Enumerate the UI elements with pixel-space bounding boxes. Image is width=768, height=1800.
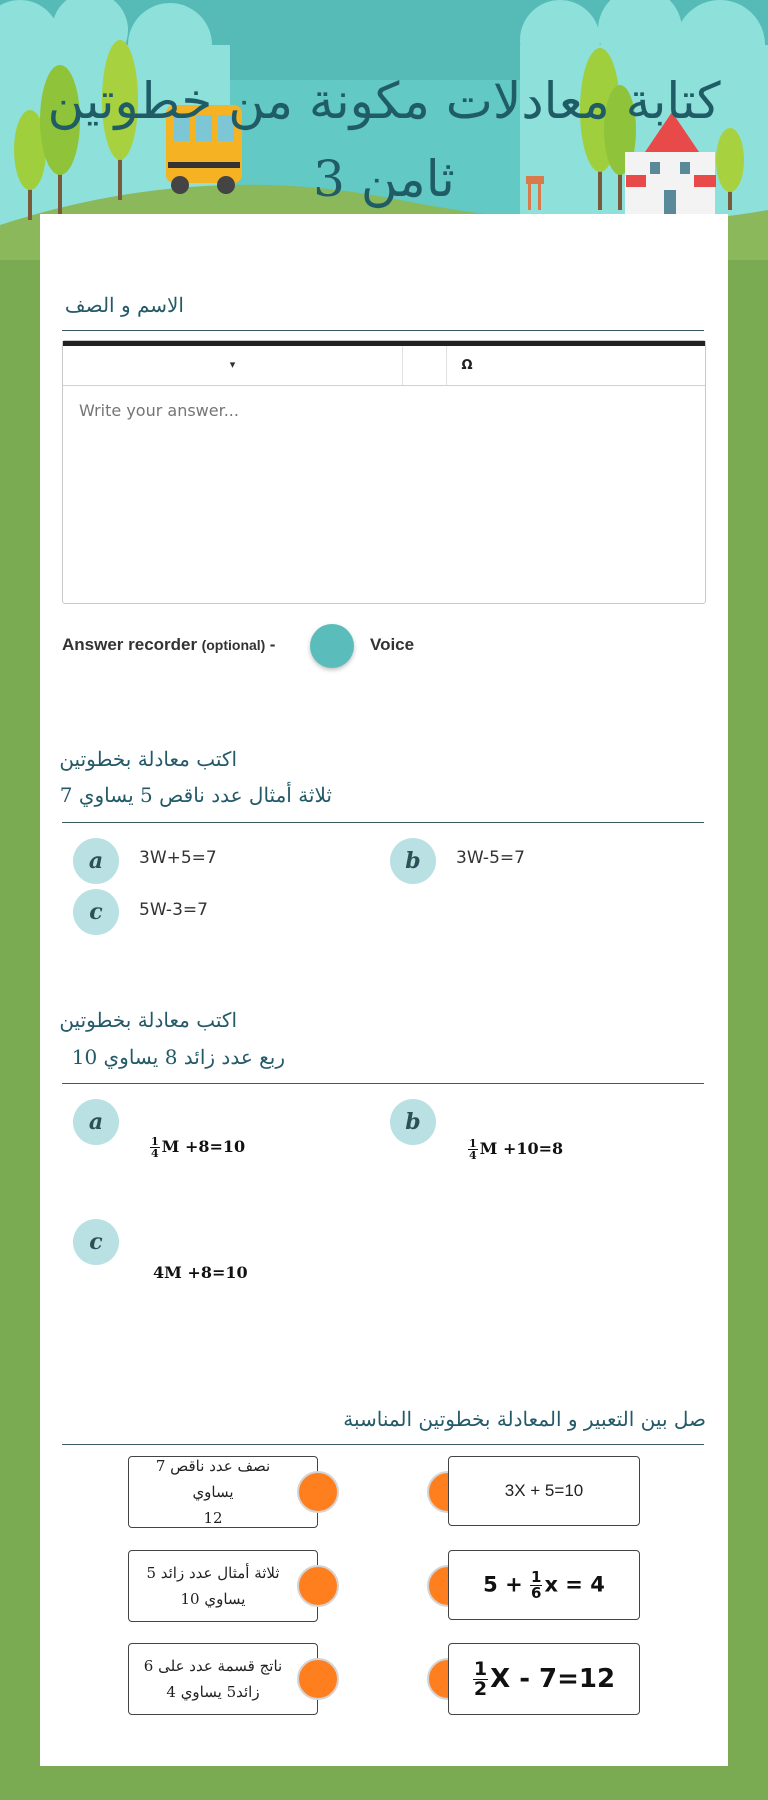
recorder-label: Answer recorder (62, 635, 198, 654)
special-characters-button[interactable] (447, 346, 487, 385)
match-left-item-2[interactable] (128, 1550, 318, 1622)
q1-option-c-button[interactable]: c (73, 889, 119, 935)
answer-input[interactable] (63, 387, 705, 603)
match-left-line: زائد5 يساوي 4 (166, 1683, 260, 1701)
editor-toolbar (63, 346, 705, 386)
toolbar-spacer (403, 346, 447, 385)
match-left-text (134, 1653, 312, 1705)
match-left-line: نصف عدد ناقص 7 يساوي (155, 1457, 271, 1501)
match-left-line: ناتج قسمة عدد على 6 (143, 1657, 283, 1675)
page-title: كتابة معادلات مكونة من خطوتين ثامن 3 (47, 72, 721, 208)
q3-title: صل بين التعبير و المعادلة بخطوتين المناسبة (343, 1407, 706, 1431)
divider (62, 822, 704, 823)
equation-suffix: X - 7=12 (490, 1663, 616, 1694)
q1-title: اكتب معادلة بخطوتين (59, 747, 237, 771)
q2-title: اكتب معادلة بخطوتين (59, 1008, 237, 1032)
recorder-optional: (optional) (201, 637, 266, 653)
fraction-denominator: 6 (531, 1583, 542, 1602)
match-left-item-3[interactable] (128, 1643, 318, 1715)
match-right-item-2[interactable] (448, 1550, 640, 1620)
q1-option-b-button[interactable]: b (390, 838, 436, 884)
q2-subtitle: ربع عدد زائد 8 يساوي 10 (71, 1045, 285, 1069)
equation-prefix: 5 + (483, 1572, 531, 1596)
q1-option-a-button[interactable]: a (73, 838, 119, 884)
fraction (468, 1138, 478, 1161)
match-right-equation (473, 1657, 616, 1700)
fraction-denominator: 2 (473, 1677, 488, 1700)
q1-option-a-text: 3W+5=7 (139, 848, 217, 868)
divider (62, 1083, 704, 1084)
match-right-equation (483, 1567, 605, 1602)
match-left-text (129, 1453, 317, 1531)
q1-option-b-text: 3W-5=7 (456, 848, 525, 868)
equation-suffix: x = 4 (544, 1572, 605, 1596)
format-dropdown[interactable] (63, 346, 403, 385)
q2-option-a-button[interactable]: a (73, 1099, 119, 1145)
divider (62, 1444, 704, 1445)
fraction-numerator: 1 (469, 1137, 477, 1150)
voice-record-button[interactable] (310, 624, 354, 668)
match-right-item-3[interactable] (448, 1643, 640, 1715)
omega-icon: Ω (461, 358, 473, 373)
equation-text: M +8=10 (161, 1137, 246, 1156)
chevron-down-icon: ▾ (229, 358, 236, 371)
fraction-numerator: 1 (473, 1657, 488, 1680)
match-right-equation: 3X + 5=10 (504, 1481, 584, 1500)
match-left-item-1[interactable] (128, 1456, 318, 1528)
q2-option-a-equation (150, 1136, 245, 1159)
match-left-dot-3[interactable] (297, 1658, 339, 1700)
q2-option-b-equation (468, 1138, 563, 1161)
q1-option-c-text: 5W-3=7 (139, 900, 208, 920)
match-left-line: 12 (203, 1509, 223, 1527)
divider (62, 330, 704, 331)
recorder-dash: - (269, 635, 276, 654)
fraction (150, 1136, 160, 1159)
fraction (473, 1657, 488, 1700)
q2-option-c-button[interactable]: c (73, 1219, 119, 1265)
answer-recorder (62, 628, 275, 662)
fraction-denominator: 4 (469, 1149, 477, 1162)
q2-option-c-equation: 4M +8=10 (153, 1263, 248, 1282)
match-left-line: يساوي 10 (180, 1590, 246, 1608)
match-left-text (136, 1560, 309, 1612)
match-left-line: ثلاثة أمثال عدد زائد 5 (146, 1564, 280, 1582)
fraction (530, 1567, 542, 1602)
voice-label: Voice (370, 635, 415, 654)
fraction-denominator: 4 (151, 1147, 159, 1160)
q2-option-b-button[interactable]: b (390, 1099, 436, 1145)
name-field-label: الاسم و الصف (64, 293, 184, 317)
fraction-numerator: 1 (531, 1567, 542, 1586)
match-left-dot-2[interactable] (297, 1565, 339, 1607)
match-left-dot-1[interactable] (297, 1471, 339, 1513)
q1-subtitle: ثلاثة أمثال عدد ناقص 5 يساوي 7 (59, 783, 332, 807)
answer-editor (62, 340, 706, 604)
fraction-numerator: 1 (151, 1135, 159, 1148)
equation-text: M +10=8 (479, 1139, 564, 1158)
match-right-item-1[interactable] (448, 1456, 640, 1526)
